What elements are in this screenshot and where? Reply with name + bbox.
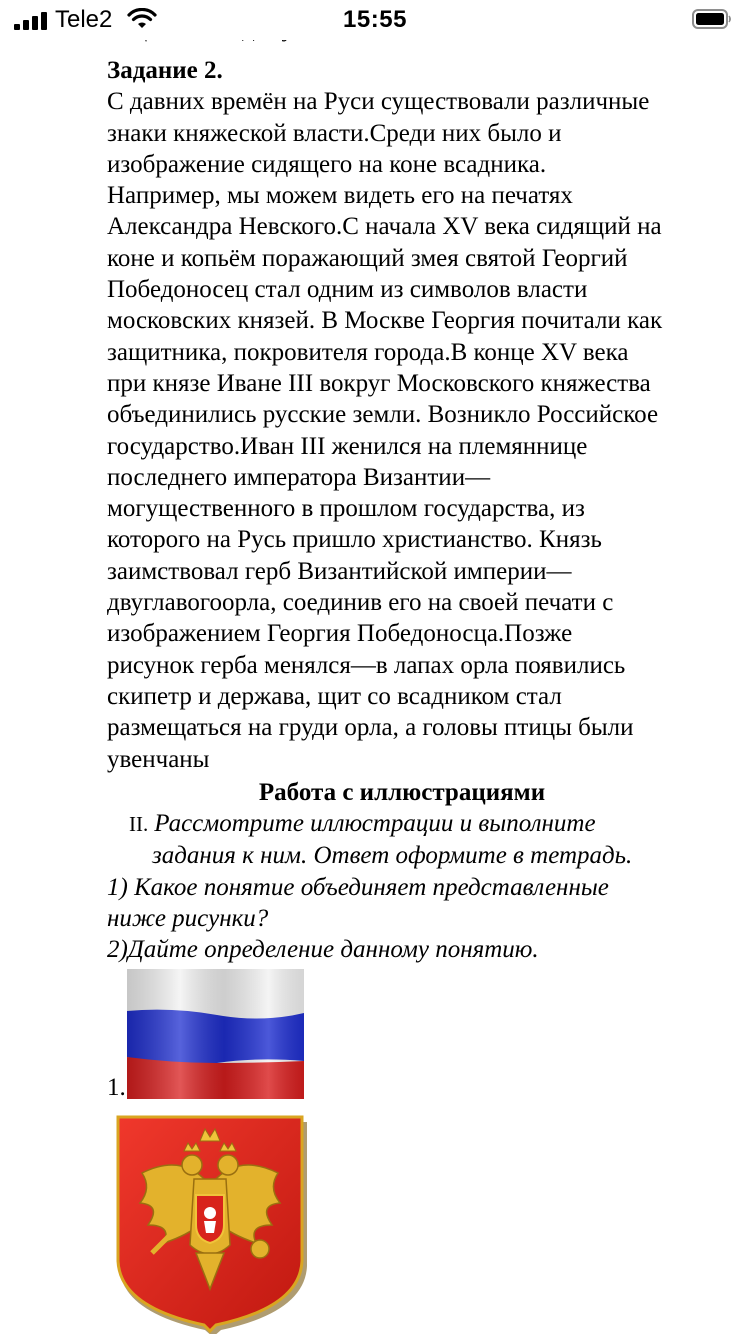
paragraph-line: коне и копьём поражающий змея святой Георгий bbox=[107, 244, 628, 272]
clock: 15:55 bbox=[343, 6, 407, 33]
question-1-line-2: ниже рисунки? bbox=[107, 905, 269, 933]
section-title: Работа с иллюстрациями bbox=[258, 778, 546, 806]
status-bar bbox=[0, 0, 750, 40]
paragraph-line: рисунок герба менялся—в лапах орла появились bbox=[107, 651, 626, 679]
paragraph-line: знаки княжеской власти.Среди них было и bbox=[107, 119, 562, 147]
paragraph-line: могущественного в прошлом государства, из bbox=[107, 495, 585, 523]
paragraph-line: последнего императора Византии— bbox=[107, 463, 491, 491]
figure-1 bbox=[107, 967, 307, 1102]
paragraph-line: Победоносец стал одним из символов власти bbox=[107, 276, 588, 304]
russian-flag-image bbox=[127, 969, 304, 1099]
instruction-line-1: Рассмотрите иллюстрации и выполните bbox=[154, 810, 596, 838]
question-2: 2)Дайте определение данному понятию. bbox=[107, 936, 539, 964]
paragraph-line: заимствовал герб Византийской империи— bbox=[107, 557, 572, 585]
question-1-line-1: 1) Какое понятие объединяет представленные bbox=[107, 873, 609, 901]
paragraph-line: которого на Русь пришло христианство. Князь bbox=[107, 526, 602, 554]
task-paragraph bbox=[107, 86, 707, 775]
task-title: Задание 2. bbox=[107, 57, 223, 84]
carrier-name: Tele2 bbox=[55, 6, 113, 33]
paragraph-line: С давних времён на Руси существовали различные bbox=[107, 88, 650, 116]
paragraph-line: двуглавогоорла, соединив его на своей печати с bbox=[107, 589, 614, 617]
instruction-number: II. bbox=[129, 812, 149, 837]
paragraph-line: Александра Невского.С начала XV века сидящий на bbox=[107, 213, 662, 241]
paragraph-line: при князе Иване III вокруг Московского княжества bbox=[107, 369, 651, 397]
figure-1-number: 1. bbox=[107, 1074, 126, 1101]
paragraph-line: скипетр и держава, щит со всадником стал bbox=[107, 682, 562, 710]
battery-icon bbox=[692, 9, 732, 29]
paragraph-line: московских князей. В Москве Георгия почитали как bbox=[107, 307, 663, 335]
instruction bbox=[129, 808, 707, 872]
paragraph-line: размещаться на груди орла, а головы птицы были bbox=[107, 714, 634, 742]
paragraph-line: изображением Георгия Победоносца.Позже bbox=[107, 620, 573, 648]
document-page bbox=[107, 24, 707, 966]
paragraph-line: увенчаны bbox=[107, 745, 210, 773]
paragraph-line: Например, мы можем видеть его на печатях bbox=[107, 182, 573, 210]
paragraph-line: защитника, покровителя города.В конце XV века bbox=[107, 338, 629, 366]
instruction-line-2: задания к ним. Ответ оформите в тетрадь. bbox=[152, 842, 633, 870]
paragraph-line: изображение сидящего на коне всадника. bbox=[107, 150, 547, 178]
paragraph-line: государство.Иван III женился на племяннице bbox=[107, 432, 588, 460]
coat-of-arms-image bbox=[112, 1113, 308, 1334]
paragraph-line: объединились русские земли. Возникло Российское bbox=[107, 401, 659, 429]
